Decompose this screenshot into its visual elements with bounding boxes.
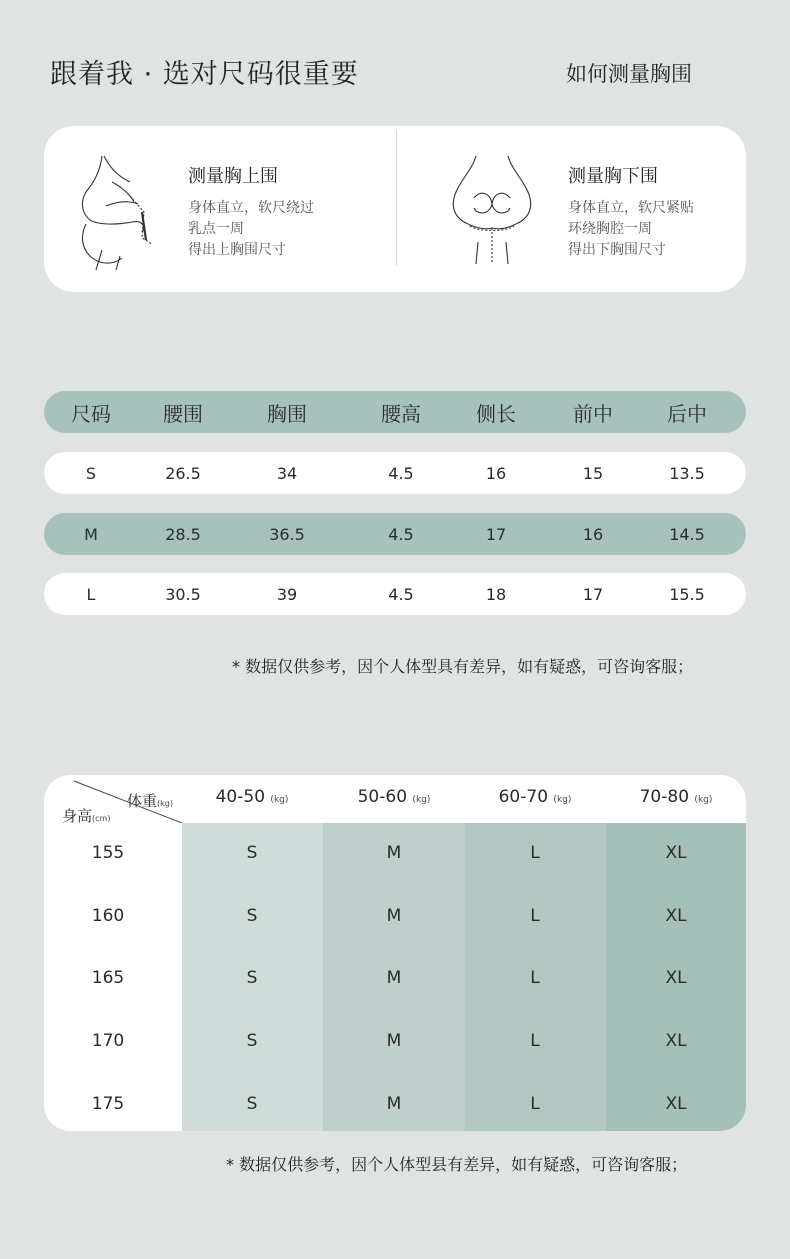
table-cell: 16 xyxy=(582,524,604,544)
weight-column-header: 60-70 (kg) xyxy=(498,787,572,807)
lower-bust-description xyxy=(568,198,694,261)
table-cell: 30.5 xyxy=(165,584,201,604)
table-cell: 15.5 xyxy=(669,584,705,604)
size-cell: XL xyxy=(665,968,687,988)
size-cell: S xyxy=(246,843,258,863)
height-cell: 165 xyxy=(91,968,125,988)
size-cell: M xyxy=(386,1031,402,1051)
size-cell: L xyxy=(530,843,540,863)
size-cell: XL xyxy=(665,1031,687,1051)
upper-bust-line: 乳点一周 xyxy=(188,221,244,237)
header-cell: 后中 xyxy=(667,401,707,426)
size-cell: XL xyxy=(665,843,687,863)
measure-guide-title: 如何测量胸围 xyxy=(566,62,692,86)
height-cell: 175 xyxy=(91,1094,125,1114)
table-cell: 17 xyxy=(582,584,604,604)
lower-bust-figure-icon xyxy=(446,152,538,272)
size-cell: S xyxy=(246,968,258,988)
size-cell: L xyxy=(530,906,540,926)
weight-height-table xyxy=(44,775,746,1131)
table-cell: M xyxy=(84,524,98,544)
size-cell: S xyxy=(246,1031,258,1051)
measure-divider xyxy=(396,130,397,266)
header-cell: 腰高 xyxy=(381,401,421,426)
lower-bust-line: 环绕胸腔一周 xyxy=(568,221,652,237)
table-cell: 4.5 xyxy=(388,524,414,544)
table-cell: 36.5 xyxy=(269,524,305,544)
height-cell: 155 xyxy=(91,843,125,863)
table-cell: 18 xyxy=(485,584,507,604)
size-cell: S xyxy=(246,906,258,926)
weight-label: 体重(kg) xyxy=(127,792,173,810)
corner-header xyxy=(48,779,182,823)
height-label: 身高(cm) xyxy=(62,807,111,825)
upper-bust-line: 身体直立，软尺绕过 xyxy=(188,200,314,216)
table-cell: L xyxy=(86,584,96,604)
size-cell: L xyxy=(530,968,540,988)
table-row xyxy=(44,452,746,494)
table-cell: 15 xyxy=(582,463,604,483)
table-cell: 14.5 xyxy=(669,524,705,544)
header-cell: 腰围 xyxy=(163,401,203,426)
weight-table-note: * 数据仅供参考，因个人体型县有差异，如有疑惑，可咨询客服； xyxy=(226,1155,688,1174)
upper-bust-description xyxy=(188,198,314,261)
size-cell: M xyxy=(386,906,402,926)
size-cell: XL xyxy=(665,906,687,926)
size-cell: L xyxy=(530,1094,540,1114)
table-cell: S xyxy=(85,463,97,483)
table-cell: 13.5 xyxy=(669,463,705,483)
height-cell: 170 xyxy=(91,1031,125,1051)
table-cell: 34 xyxy=(276,463,298,483)
size-table-header xyxy=(44,391,746,433)
size-cell: M xyxy=(386,843,402,863)
size-cell: M xyxy=(386,968,402,988)
table-cell: 26.5 xyxy=(165,463,201,483)
page-title: 跟着我 · 选对尺码很重要 xyxy=(50,59,359,90)
height-cell: 160 xyxy=(91,906,125,926)
weight-column-header: 40-50 (kg) xyxy=(215,787,289,807)
size-table-note: * 数据仅供参考，因个人体型具有差异，如有疑惑，可咨询客服； xyxy=(232,657,694,676)
size-cell: XL xyxy=(665,1094,687,1114)
size-cell: S xyxy=(246,1094,258,1114)
size-cell: L xyxy=(530,1031,540,1051)
lower-bust-line: 得出下胸围尺寸 xyxy=(568,242,666,258)
table-cell: 4.5 xyxy=(388,463,414,483)
upper-bust-figure-icon xyxy=(72,152,164,272)
header-cell: 侧长 xyxy=(476,401,516,426)
lower-bust-title: 测量胸下围 xyxy=(568,166,658,187)
size-cell: M xyxy=(386,1094,402,1114)
table-cell: 17 xyxy=(485,524,507,544)
weight-column-header: 70-80 (kg) xyxy=(639,787,713,807)
lower-bust-line: 身体直立，软尺紧贴 xyxy=(568,200,694,216)
table-cell: 28.5 xyxy=(165,524,201,544)
table-cell: 4.5 xyxy=(388,584,414,604)
upper-bust-title: 测量胸上围 xyxy=(188,166,278,187)
header-cell: 胸围 xyxy=(267,401,307,426)
header-cell: 尺码 xyxy=(71,401,111,426)
table-cell: 39 xyxy=(276,584,298,604)
upper-bust-line: 得出上胸围尺寸 xyxy=(188,242,286,258)
header-cell: 前中 xyxy=(573,401,613,426)
table-cell: 16 xyxy=(485,463,507,483)
table-row xyxy=(44,513,746,555)
table-row xyxy=(44,573,746,615)
weight-column-header: 50-60 (kg) xyxy=(357,787,431,807)
